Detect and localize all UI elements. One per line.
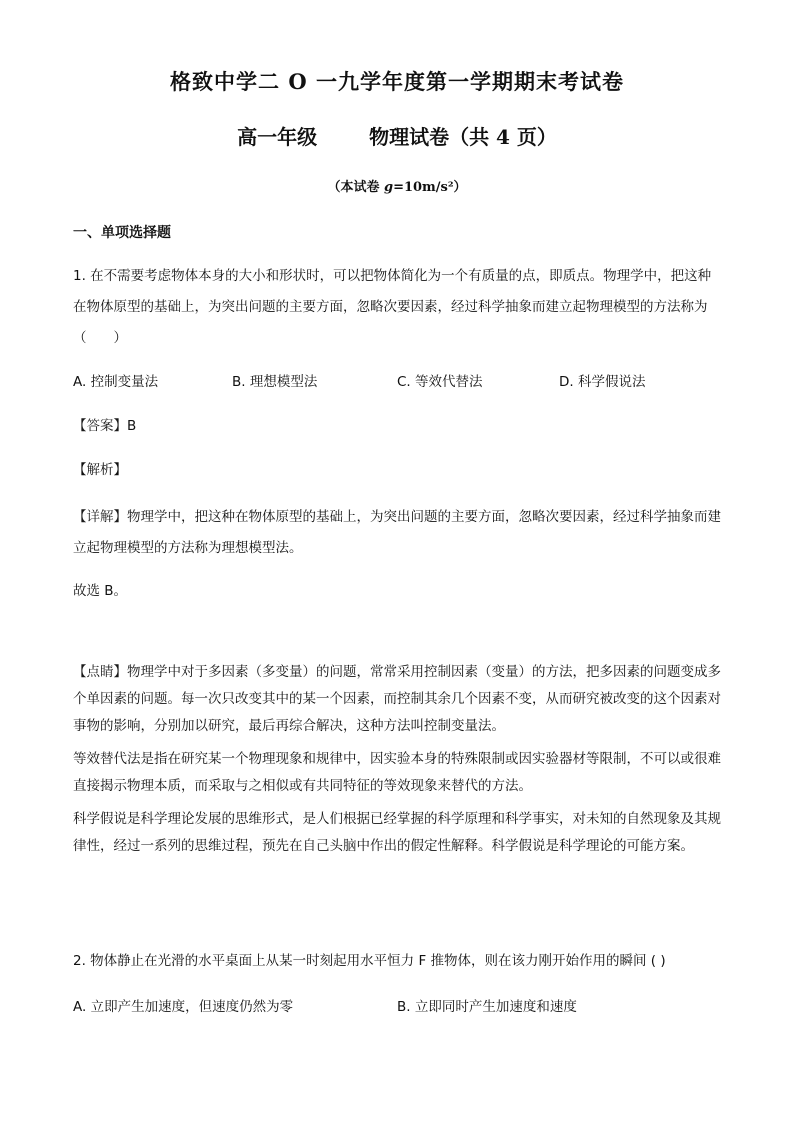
gravity-note-var: g	[383, 180, 394, 195]
q1-comment	[73, 659, 723, 740]
gravity-note-suffix: =10m/s²）	[393, 180, 467, 195]
q2-stem: 2. 物体静止在光滑的水平桌面上从某一时刻起用水平恒力 F 推物体，则在该力刚开始作用的瞬间 ( )	[73, 953, 666, 969]
q1-option-d: D. 科学假说法	[559, 374, 646, 390]
q1-analysis-label: 【解析】	[73, 462, 127, 478]
subject-label: 物理试卷（共 4 页）	[369, 125, 557, 149]
q1-comment-3: 科学假说是科学理论发展的思维形式，是人们根据已经掌握的科学原理和科学事实，对未知的自然现象及其规律性，经过一系列的思维过程，预先在自己头脑中作出的假定性解释。科学假说是科学理论的可能方案。	[73, 811, 721, 854]
exam-title: 格致中学二 O 一九学年度第一学期期末考试卷	[170, 69, 624, 94]
q1-stem: 1. 在不需要考虑物体本身的大小和形状时，可以把物体简化为一个有质量的点，即质点。物理学中，把这种在物体原型的基础上，为突出问题的主要方面，忽略次要因素，经过科学抽象而建立起物理模型的方法称为（ ）	[73, 268, 712, 346]
q1-option-a: A. 控制变量法	[73, 374, 159, 390]
q1-conclusion: 故选 B。	[73, 583, 128, 599]
comment-text: 物理学中对于多因素（多变量）的问题，常常采用控制因素（变量）的方法，把多因素的问题变成多个单因素的问题。每一次只改变其中的某一个因素，而控制其余几个因素不变，从而研究被改变的这个因素对事物的影响，分别加以研究，最后再综合解决，这种方法叫控制变量法。	[73, 664, 721, 734]
q2-option-b: B. 立即同时产生加速度和速度	[397, 999, 577, 1015]
q1-option-b: B. 理想模型法	[232, 374, 318, 390]
detail-label: 【详解】	[73, 509, 127, 525]
q1-option-c: C. 等效代替法	[397, 374, 483, 390]
comment-label: 【点睛】	[73, 664, 127, 680]
q1-answer	[73, 411, 723, 442]
q1-comment-2: 等效替代法是指在研究某一个物理现象和规律中，因实验本身的特殊限制或因实验器材等限制，不可以或很难直接揭示物理本质，而采取与之相似或有共同特征的等效现象来替代的方法。	[73, 751, 721, 794]
q2-options	[73, 995, 733, 1019]
gravity-note	[0, 176, 794, 195]
grade-label: 高一年级	[237, 125, 318, 149]
q2-option-a: A. 立即产生加速度，但速度仍然为零	[73, 999, 294, 1015]
answer-label: 【答案】	[73, 418, 127, 434]
gravity-note-prefix: （本试卷	[327, 180, 384, 195]
q1-detail	[73, 502, 723, 564]
exam-subtitle	[0, 121, 794, 150]
detail-text: 物理学中，把这种在物体原型的基础上，为突出问题的主要方面，忽略次要因素，经过科学抽象而建立起物理模型的方法称为理想模型法。	[73, 509, 721, 556]
q1-options	[73, 370, 733, 394]
answer-value: B	[127, 418, 137, 434]
section-title: 一、单项选择题	[73, 225, 171, 241]
